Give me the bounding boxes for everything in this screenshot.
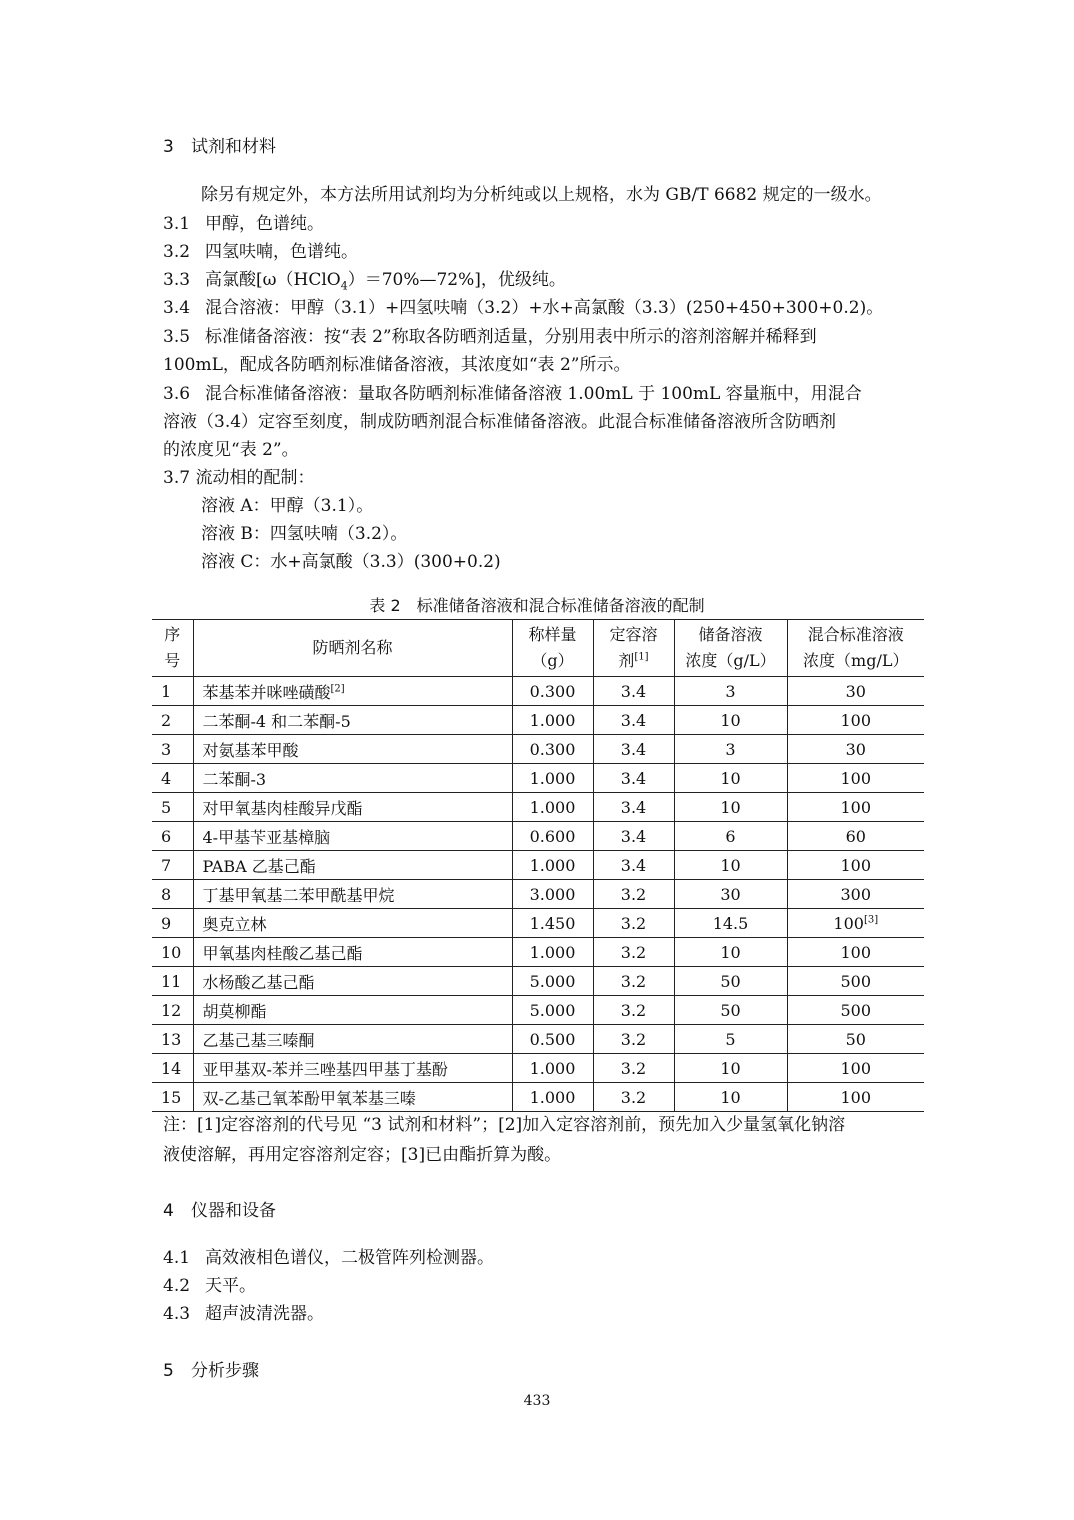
table-row — [152, 1025, 924, 1054]
item-3-1: 3.1 甲醇，色谱纯。 — [163, 214, 324, 234]
table-caption: 表 2 标准储备溶液和混合标准储备溶液的配制 — [369, 596, 705, 615]
stock-cell: 14.5 — [674, 909, 787, 938]
mix-cell: 60 — [787, 822, 924, 851]
stock-cell: 10 — [674, 1054, 787, 1083]
stock-cell: 10 — [674, 764, 787, 793]
reagent-table — [152, 619, 924, 1112]
mass-cell: 1.000 — [512, 938, 593, 967]
mix-cell: 30 — [787, 735, 924, 764]
item-3-4: 3.4 混合溶液：甲醇（3.1）+四氢呋喃（3.2）+水+高氯酸（3.3）(250+450+300+0.2)。 — [163, 298, 884, 318]
solution-b: 溶液 B：四氢呋喃（3.2）。 — [201, 524, 408, 544]
header-seq: 序 号 — [152, 620, 193, 677]
stock-cell: 3 — [674, 735, 787, 764]
table-note-line-2: 液使溶解，再用定容溶剂定容；[3]已由酯折算为酸。 — [163, 1145, 562, 1165]
table-row — [152, 938, 924, 967]
mass-cell: 0.300 — [512, 677, 593, 706]
name-cell: 丁基甲氧基二苯甲酰基甲烷 — [193, 880, 512, 909]
seq-cell: 12 — [152, 996, 193, 1025]
solvent-cell: 3.4 — [593, 822, 674, 851]
stock-cell: 5 — [674, 1025, 787, 1054]
stock-cell: 10 — [674, 938, 787, 967]
solution-a: 溶液 A：甲醇（3.1）。 — [201, 496, 374, 516]
table-row — [152, 967, 924, 996]
solvent-cell: 3.2 — [593, 938, 674, 967]
solvent-cell: 3.2 — [593, 880, 674, 909]
section-4-heading: 4 仪器和设备 — [163, 1201, 276, 1221]
seq-cell: 6 — [152, 822, 193, 851]
stock-cell: 6 — [674, 822, 787, 851]
header-mix: 混合标准溶液 浓度（mg/L） — [787, 620, 924, 677]
name-cell: 4-甲基苄亚基樟脑 — [193, 822, 512, 851]
header-stock: 储备溶液 浓度（g/L） — [674, 620, 787, 677]
name-cell: 甲氧基肉桂酸乙基己酯 — [193, 938, 512, 967]
name-cell: 奥克立林 — [193, 909, 512, 938]
solvent-cell: 3.2 — [593, 1025, 674, 1054]
solvent-cell: 3.2 — [593, 967, 674, 996]
name-cell: 双-乙基己氧苯酚甲氧苯基三嗪 — [193, 1083, 512, 1112]
name-cell: 二苯酮-4 和二苯酮-5 — [193, 706, 512, 735]
seq-cell: 13 — [152, 1025, 193, 1054]
mix-cell: 100[3] — [787, 909, 924, 938]
solvent-cell: 3.4 — [593, 764, 674, 793]
mass-cell: 5.000 — [512, 967, 593, 996]
mass-cell: 1.450 — [512, 909, 593, 938]
stock-cell: 10 — [674, 706, 787, 735]
solvent-cell: 3.2 — [593, 1054, 674, 1083]
solvent-cell: 3.4 — [593, 735, 674, 764]
table-row — [152, 1083, 924, 1112]
mix-cell: 500 — [787, 967, 924, 996]
table-header-row — [152, 620, 924, 677]
mass-cell: 5.000 — [512, 996, 593, 1025]
header-mass: 称样量 （g） — [512, 620, 593, 677]
table-row — [152, 822, 924, 851]
mass-cell: 3.000 — [512, 880, 593, 909]
seq-cell: 4 — [152, 764, 193, 793]
stock-cell: 50 — [674, 996, 787, 1025]
stock-cell: 10 — [674, 793, 787, 822]
item-4-3: 4.3 超声波清洗器。 — [163, 1304, 324, 1324]
stock-cell: 30 — [674, 880, 787, 909]
stock-cell: 3 — [674, 677, 787, 706]
table-row — [152, 793, 924, 822]
item-3-6-cont-2: 的浓度见“表 2”。 — [163, 440, 299, 460]
table-row — [152, 706, 924, 735]
table-row — [152, 735, 924, 764]
solution-c: 溶液 C：水+高氯酸（3.3）(300+0.2) — [201, 552, 501, 572]
mix-cell: 100 — [787, 851, 924, 880]
mix-cell: 100 — [787, 1054, 924, 1083]
mix-cell: 30 — [787, 677, 924, 706]
name-cell: 胡莫柳酯 — [193, 996, 512, 1025]
solvent-cell: 3.4 — [593, 677, 674, 706]
mass-cell: 1.000 — [512, 851, 593, 880]
seq-cell: 3 — [152, 735, 193, 764]
name-cell: 对甲氧基肉桂酸异戊酯 — [193, 793, 512, 822]
item-3-2: 3.2 四氢呋喃，色谱纯。 — [163, 242, 358, 262]
name-cell: 苯基苯并咪唑磺酸[2] — [193, 677, 512, 706]
item-3-3: 3.3 高氯酸[ω（HClO$_4$）＝70%—72%]，优级纯。 — [163, 270, 566, 293]
item-3-7: 3.7 流动相的配制： — [163, 468, 315, 488]
solvent-cell: 3.2 — [593, 1083, 674, 1112]
item-3-5-cont: 100mL，配成各防晒剂标准储备溶液，其浓度如“表 2”所示。 — [163, 355, 631, 375]
seq-cell: 11 — [152, 967, 193, 996]
item-3-6: 3.6 混合标准储备溶液：量取各防晒剂标准储备溶液 1.00mL 于 100mL 容量瓶中，用混合 — [163, 384, 862, 404]
mass-cell: 1.000 — [512, 764, 593, 793]
seq-cell: 7 — [152, 851, 193, 880]
stock-cell: 10 — [674, 1083, 787, 1112]
table-row — [152, 909, 924, 938]
seq-cell: 9 — [152, 909, 193, 938]
stock-cell: 10 — [674, 851, 787, 880]
mix-cell: 100 — [787, 706, 924, 735]
seq-cell: 1 — [152, 677, 193, 706]
section-3-heading: 3 试剂和材料 — [163, 137, 276, 157]
mass-cell: 1.000 — [512, 1083, 593, 1112]
seq-cell: 15 — [152, 1083, 193, 1112]
name-cell: PABA 乙基己酯 — [193, 851, 512, 880]
page-number: 433 — [523, 1393, 551, 1409]
table-row — [152, 880, 924, 909]
name-cell: 水杨酸乙基己酯 — [193, 967, 512, 996]
header-solvent: 定容溶 剂[1] — [593, 620, 674, 677]
mix-cell: 100 — [787, 764, 924, 793]
solvent-cell: 3.2 — [593, 909, 674, 938]
table-row — [152, 764, 924, 793]
mass-cell: 1.000 — [512, 793, 593, 822]
mass-cell: 1.000 — [512, 1054, 593, 1083]
seq-cell: 5 — [152, 793, 193, 822]
mass-cell: 0.500 — [512, 1025, 593, 1054]
item-4-1: 4.1 高效液相色谱仪，二极管阵列检测器。 — [163, 1248, 494, 1268]
item-3-5: 3.5 标准储备溶液：按“表 2”称取各防晒剂适量，分别用表中所示的溶剂溶解并稀释到 — [163, 327, 817, 347]
mix-cell: 100 — [787, 1083, 924, 1112]
seq-cell: 10 — [152, 938, 193, 967]
name-cell: 亚甲基双-苯并三唑基四甲基丁基酚 — [193, 1054, 512, 1083]
mix-cell: 50 — [787, 1025, 924, 1054]
stock-cell: 50 — [674, 967, 787, 996]
name-cell: 对氨基苯甲酸 — [193, 735, 512, 764]
mass-cell: 0.300 — [512, 735, 593, 764]
item-4-2: 4.2 天平。 — [163, 1276, 256, 1296]
solvent-cell: 3.4 — [593, 706, 674, 735]
solvent-cell: 3.2 — [593, 996, 674, 1025]
mix-cell: 100 — [787, 793, 924, 822]
mix-cell: 500 — [787, 996, 924, 1025]
mass-cell: 0.600 — [512, 822, 593, 851]
item-3-6-cont-1: 溶液（3.4）定容至刻度，制成防晒剂混合标准储备溶液。此混合标准储备溶液所含防晒剂 — [163, 412, 837, 432]
table-body — [152, 677, 924, 1112]
mix-cell: 300 — [787, 880, 924, 909]
table-note-line-1: 注：[1]定容溶剂的代号见 “3 试剂和材料”；[2]加入定容溶剂前，预先加入少量氢氧化钠溶 — [163, 1115, 846, 1135]
mass-cell: 1.000 — [512, 706, 593, 735]
table-row — [152, 851, 924, 880]
name-cell: 二苯酮-3 — [193, 764, 512, 793]
name-cell: 乙基己基三嗪酮 — [193, 1025, 512, 1054]
solvent-cell: 3.4 — [593, 851, 674, 880]
solvent-cell: 3.4 — [593, 793, 674, 822]
intro-paragraph: 除另有规定外，本方法所用试剂均为分析纯或以上规格，水为 GB/T 6682 规定的一级水。 — [201, 185, 882, 205]
section-5-heading: 5 分析步骤 — [163, 1361, 259, 1381]
seq-cell: 14 — [152, 1054, 193, 1083]
seq-cell: 8 — [152, 880, 193, 909]
header-name: 防晒剂名称 — [193, 620, 512, 677]
table-row — [152, 996, 924, 1025]
table-row — [152, 677, 924, 706]
mix-cell: 100 — [787, 938, 924, 967]
table-row — [152, 1054, 924, 1083]
seq-cell: 2 — [152, 706, 193, 735]
